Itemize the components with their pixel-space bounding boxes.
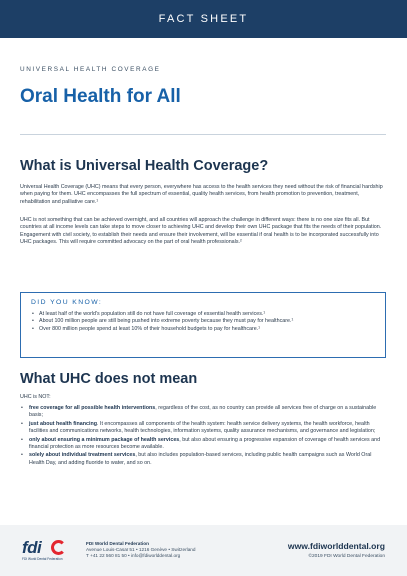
website-link[interactable]: www.fdiworlddental.org [287,541,385,551]
logo-arc-icon [51,540,66,555]
uhc-paragraph-1: Universal Health Coverage (UHC) means that every person, everywhere has access to the health services they need without the risk of financial hardship when paying for them. UHC encompasses the full spectrum of essential, quality health services, from health promotion to prevention, treatment, rehabilitation and palliative care.¹ [20,184,383,205]
fact-sheet-banner [0,0,407,38]
list-item: • only about ensuring a minimum package of health services, but also about ensuring a progressive expansion of coverage of health services and financial protection as more resources become available. [21,436,381,450]
document-title: Oral Health for All [20,86,181,107]
uhc-not-intro: UHC is NOT: [20,394,51,400]
bullet-icon: • [21,405,23,411]
logo-wordmark: fdi [22,538,42,557]
website-block [288,541,385,559]
list-item: • solely about individual treatment services, but also includes population-based services, including public health campaigns such as World Oral Health Day, and adding fluoride to water, and so on. [21,452,372,466]
bullet-icon: • [32,318,34,325]
list-item: • just about health financing. It encompasses all components of the health system: health service delivery systems, the health workforce, health facilities and communications networks, health technologies, information systems, quality assurance mechanisms, and governance and legislation; [21,420,376,435]
copyright-text: ©2019 FDI World Dental Federation [308,554,385,559]
did-you-know-box [20,292,386,358]
bullet-icon: • [21,420,23,427]
bullet-icon: • [21,452,23,459]
list-item: • At least half of the world's population still do not have full coverage of essential health services.¹ [32,311,266,317]
uhc-not-list [20,405,388,468]
logo-subtitle: FDI World Dental Federation [22,557,63,561]
bullet-icon: • [32,325,34,332]
org-contact: T +41 22 560 81 50 • info@fdiworlddental.org [86,553,181,559]
did-you-know-title: DID YOU KNOW: [31,299,103,306]
uhc-paragraph-2: UHC is not something that can be achieved overnight, and all countries will approach the challenge in different ways: there is no one size fits all. But countries at all income levels can take steps to move closer to achieving UHC and develop their own UHC package that fits the needs of their population. Engagement with civil society, to establish their needs and ensure their involvement, will be essential if oral health is to be incorporated successfully into UHC packages. This will require committed advocacy on the part of oral health professionals.² [20,217,382,245]
uhc-heading: What is Universal Health Coverage? [20,158,269,174]
did-you-know-list [31,311,375,333]
page-footer [0,525,407,576]
org-address: Avenue Louis-Casaï 51 • 1216 Genève • Switzerland [86,547,196,553]
bullet-icon: • [32,311,34,317]
list-item: • free coverage for all possible health interventions, regardless of the cost, as no country can provide all services free of charge on a sustainable basis; [21,405,377,419]
organization-info [86,541,196,560]
bullet-icon: • [21,436,23,443]
uhc-not-heading: What UHC does not mean [20,371,198,387]
org-name: FDI World Dental Federation [86,541,149,546]
section-eyebrow: UNIVERSAL HEALTH COVERAGE [20,66,161,73]
list-item: • About 100 million people are still being pushed into extreme poverty because they must pay for healthcare.¹ [32,318,294,325]
divider [20,134,386,135]
fdi-logo [22,539,72,561]
banner-label: FACT SHEET [158,13,249,25]
list-item: • Over 800 million people spend at least 10% of their household budgets to pay for healthcare.¹ [32,325,261,332]
